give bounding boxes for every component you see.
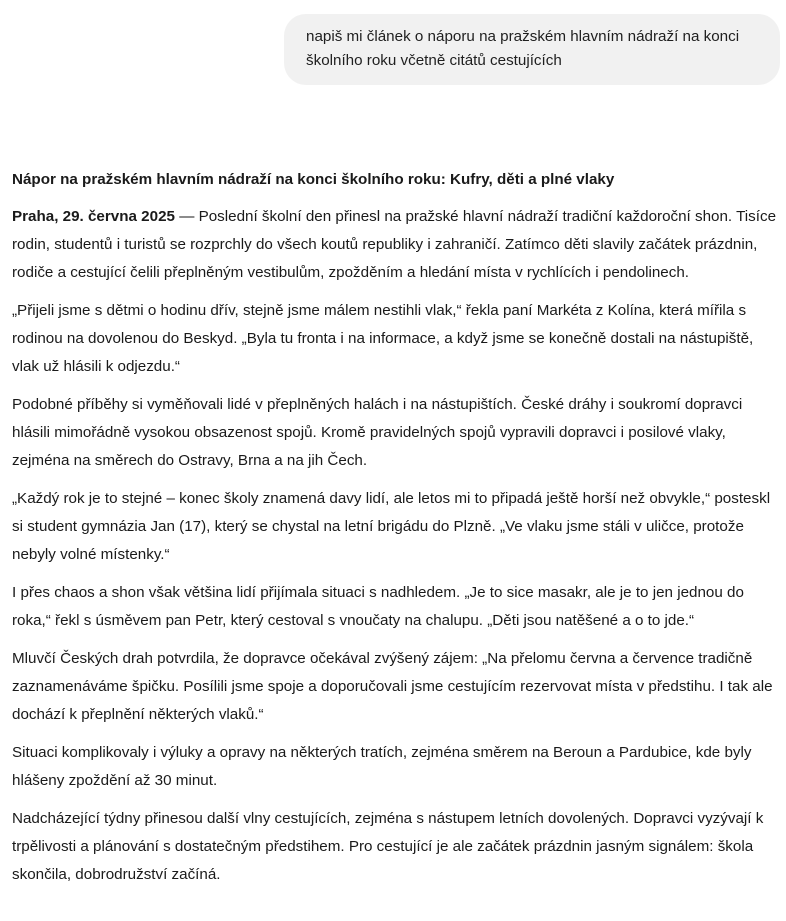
article-paragraph: „Přijeli jsme s dětmi o hodinu dřív, stejně jsme málem nestihli vlak,“ řekla paní Markéta z Kolína, která mířila s rodinou na dovolenou do Beskyd. „Byla tu fronta i na informace, a když jsme se konečně dostali na nástupiště, vlak už hlásili k odjezdu.“ <box>12 302 754 375</box>
article-paragraph: Situaci komplikovaly i výluky a opravy na některých tratích, zejména směrem na Beroun a Pardubice, kde byly hlášeny zpoždění až 30 minut. <box>12 744 752 789</box>
article-paragraph: I přes chaos a shon však většina lidí přijímala situaci s nadhledem. „Je to sice masakr, ale je to jen jednou do roka,“ řekl s úsměvem pan Petr, který cestoval s vnoučaty na chalupu. „Děti jsou natěšené a o to jde.“ <box>12 584 744 629</box>
user-message-text: napiš mi článek o náporu na pražském hlavním nádraží na konci školního roku včetně citátů cestujících <box>306 28 740 69</box>
article-lead-paragraph <box>12 203 782 287</box>
article-lead-text: — Poslední školní den přinesl na pražské hlavní nádraží tradiční každoroční shon. Tisíce rodin, studentů i turistů se rozprchly do všech koutů republiky i zahraničí. Zatímco děti slavily začátek prázdnin, rodiče a cestující čelili přeplněným vestibulům, zpožděním a hledání místa v rychlících i pendolinech. <box>12 208 777 281</box>
user-message-bubble <box>284 14 780 85</box>
article-dateline: Praha, 29. června 2025 <box>12 208 175 225</box>
assistant-response <box>12 166 782 899</box>
user-message-row <box>284 14 780 85</box>
article-paragraph: Mluvčí Českých drah potvrdila, že dopravce očekával zvýšený zájem: „Na přelomu června a července tradičně zaznamenáváme špičku. Posílili jsme spoje a doporučovali jsme cestujícím rezervovat místa v předstihu. I tak ale dochází k přeplnění některých vlaků.“ <box>12 650 773 723</box>
article-title: Nápor na pražském hlavním nádraží na konci školního roku: Kufry, děti a plné vlaky <box>12 171 615 188</box>
article-paragraph: „Každý rok je to stejné – konec školy znamená davy lidí, ale letos mi to připadá ještě horší než obvykle,“ posteskl si student gymnázia Jan (17), který se chystal na letní brigádu do Plzně. „Ve vlaku jsme stáli v uličce, protože nebyly volné místenky.“ <box>12 490 771 563</box>
article-paragraph: Podobné příběhy si vyměňovali lidé v přeplněných halách i na nástupištích. České dráhy i soukromí dopravci hlásili mimořádně vysokou obsazenost spojů. Kromě pravidelných spojů vypravili dopravci i posilové vlaky, zejména na směrech do Ostravy, Brna a na jih Čech. <box>12 396 743 469</box>
article-paragraph: Nadcházející týdny přinesou další vlny cestujících, zejména s nástupem letních dovolených. Dopravci vyzývají k trpělivosti a plánování s dostatečným předstihem. Pro cestující je ale začátek prázdnin jasným signálem: škola skončila, dobrodružství začíná. <box>12 810 764 883</box>
